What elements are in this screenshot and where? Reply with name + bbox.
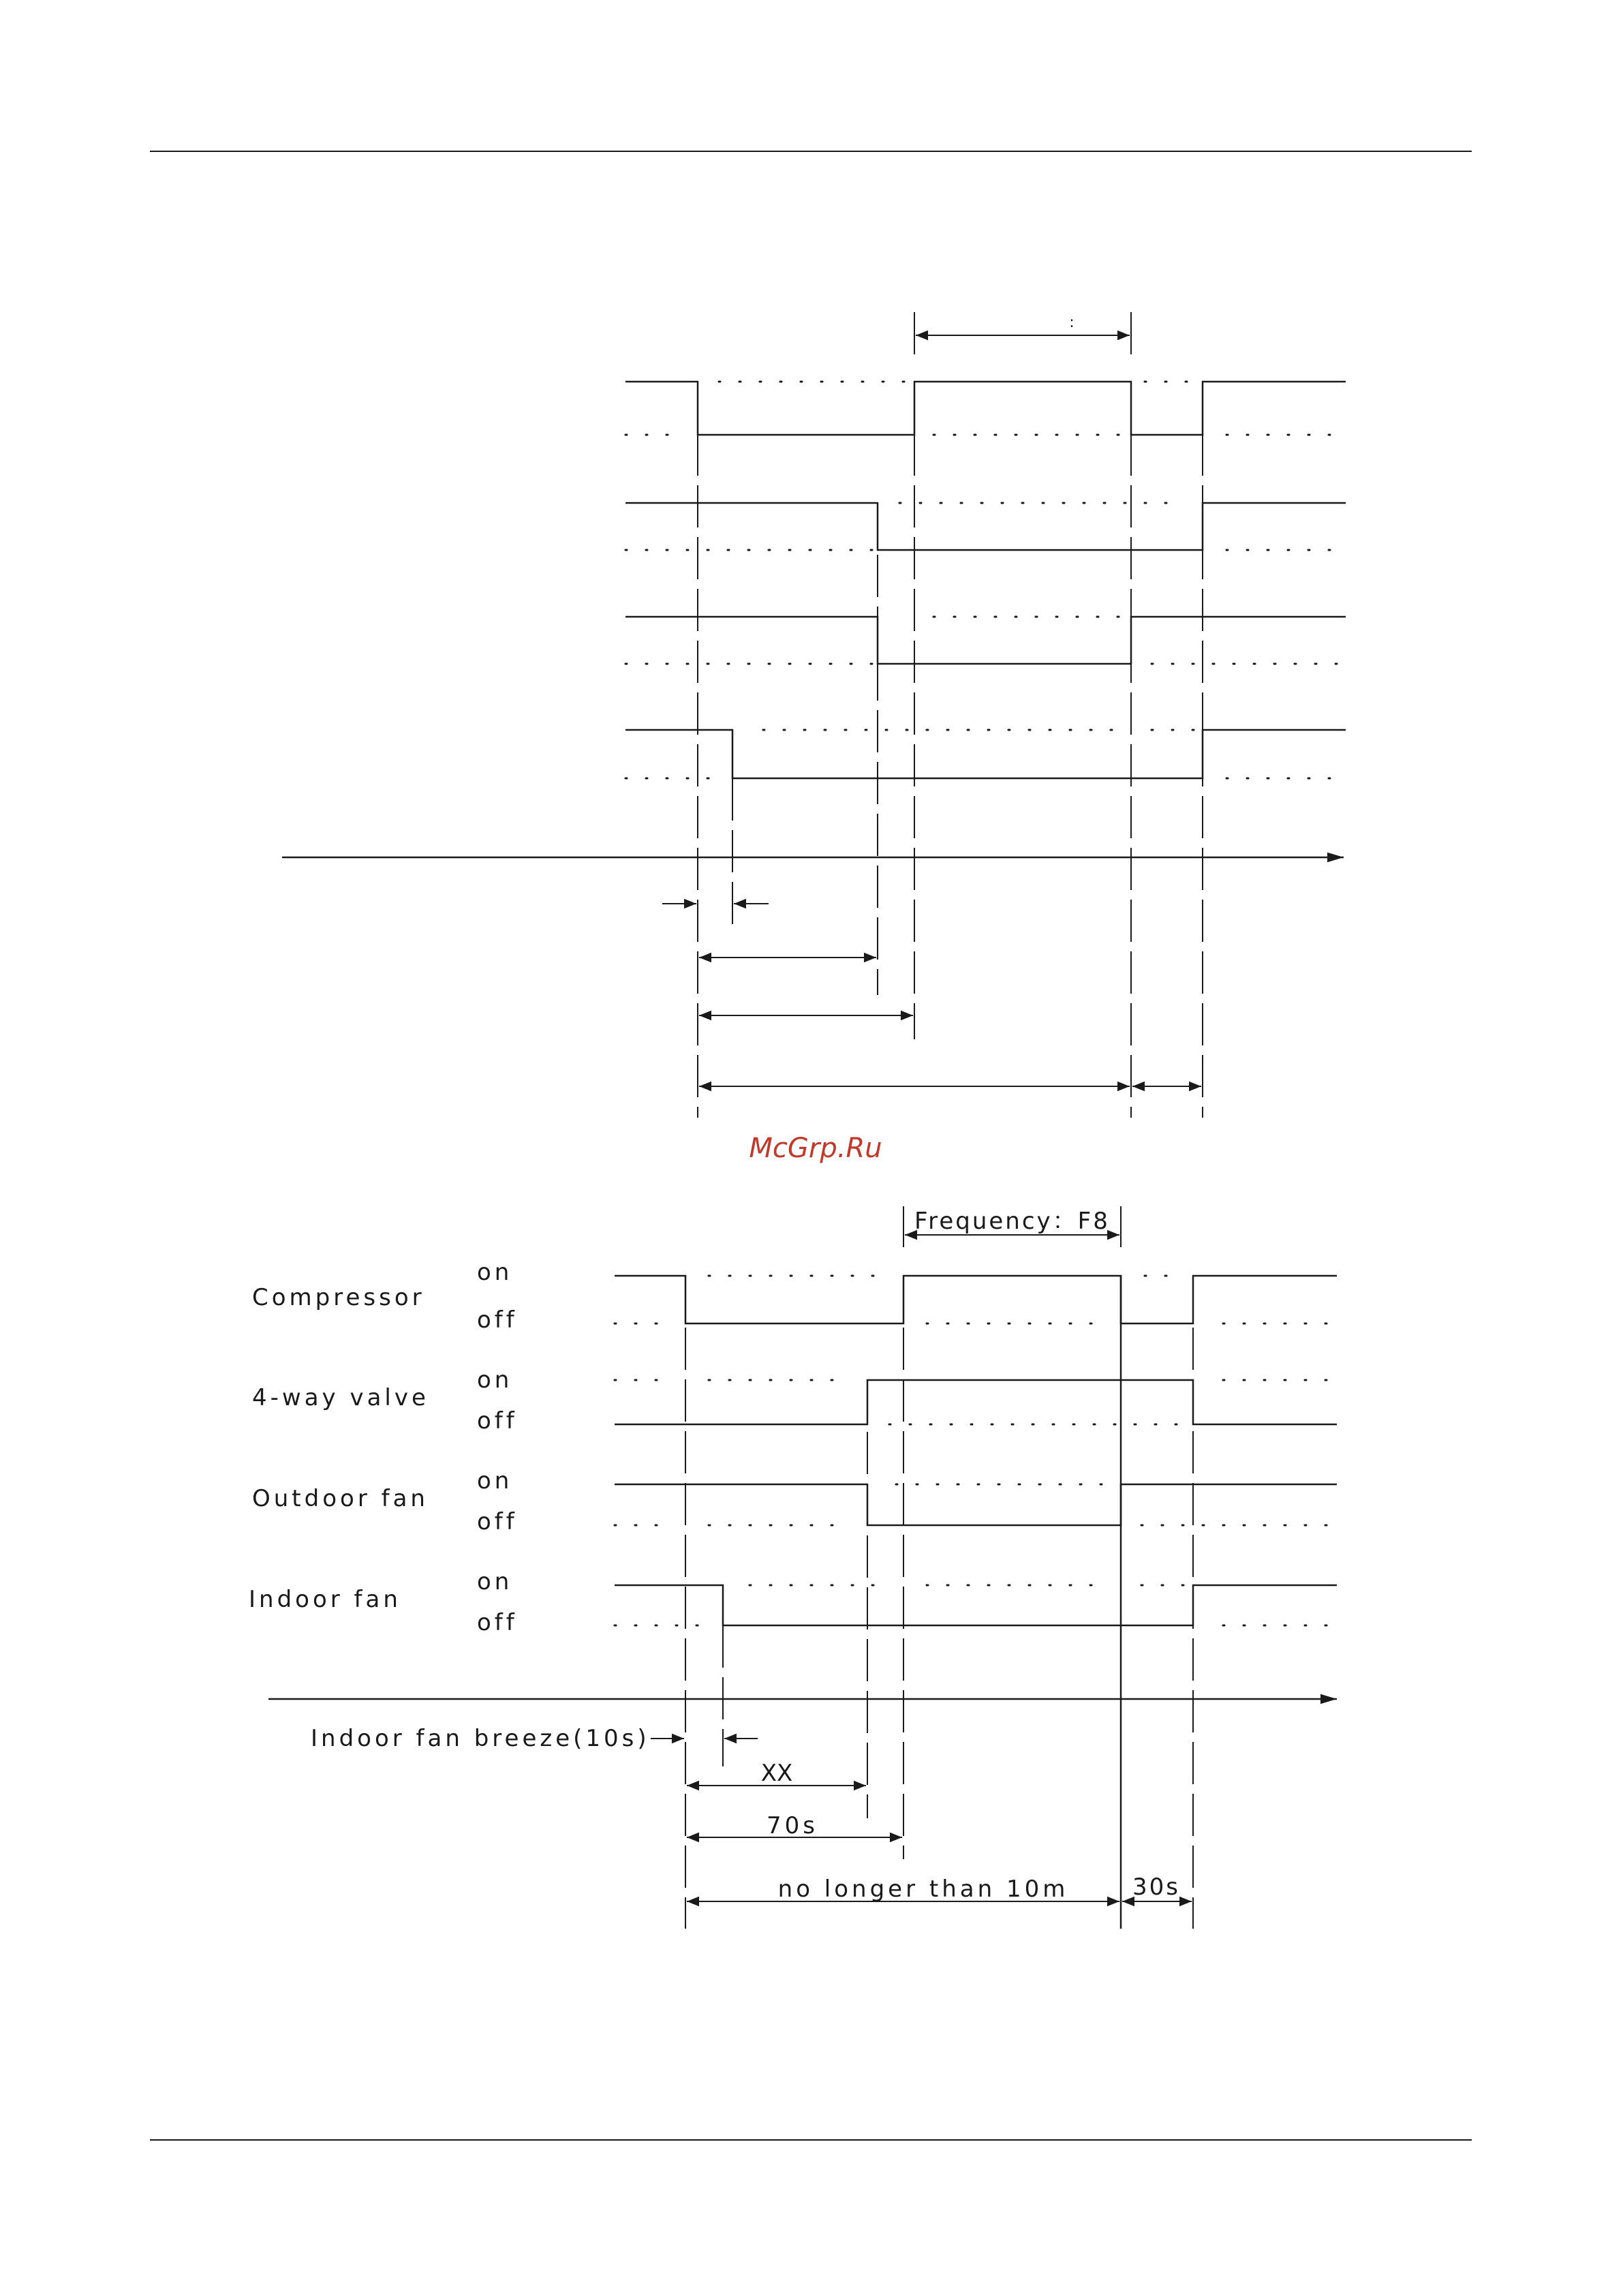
t70-label: 70s xyxy=(767,1812,818,1839)
indoor-fan-signal xyxy=(615,1585,1337,1625)
top-compressor-signal xyxy=(625,382,1346,435)
outdoor-fan-off-label: off xyxy=(477,1508,518,1535)
compressor-label: Compressor xyxy=(252,1284,425,1311)
t30-label: 30s xyxy=(1132,1873,1180,1901)
breeze-label: Indoor fan breeze(10s) xyxy=(311,1725,650,1752)
max-label: no longer than 10m xyxy=(777,1876,1069,1903)
valve-signal xyxy=(615,1380,1337,1424)
outdoor-fan-label: Outdoor fan xyxy=(252,1485,429,1512)
bottom-diagram-labels xyxy=(249,1208,1180,1903)
top-frequency-mark: : xyxy=(1069,314,1075,331)
valve-label: 4-way valve xyxy=(252,1384,429,1411)
top-outdoor-fan-signal xyxy=(625,617,1346,664)
xx-label: XX xyxy=(760,1760,793,1787)
outdoor-fan-on-label: on xyxy=(477,1467,513,1495)
outdoor-fan-signal xyxy=(615,1484,1337,1525)
compressor-signal xyxy=(615,1276,1337,1323)
compressor-on-label: on xyxy=(477,1259,513,1286)
watermark-text[interactable]: McGrp.Ru xyxy=(749,1133,882,1164)
top-timing-diagram xyxy=(282,312,1346,1118)
top-valve-signal xyxy=(625,503,1346,550)
indoor-fan-off-label: off xyxy=(477,1609,518,1636)
indoor-fan-on-label: on xyxy=(477,1568,513,1595)
indoor-fan-label: Indoor fan xyxy=(249,1586,401,1613)
valve-on-label: on xyxy=(477,1366,513,1394)
valve-off-label: off xyxy=(477,1407,518,1435)
frequency-label: Frequency：F8 xyxy=(914,1208,1110,1235)
compressor-off-label: off xyxy=(477,1306,518,1334)
top-indoor-fan-signal xyxy=(625,730,1346,778)
